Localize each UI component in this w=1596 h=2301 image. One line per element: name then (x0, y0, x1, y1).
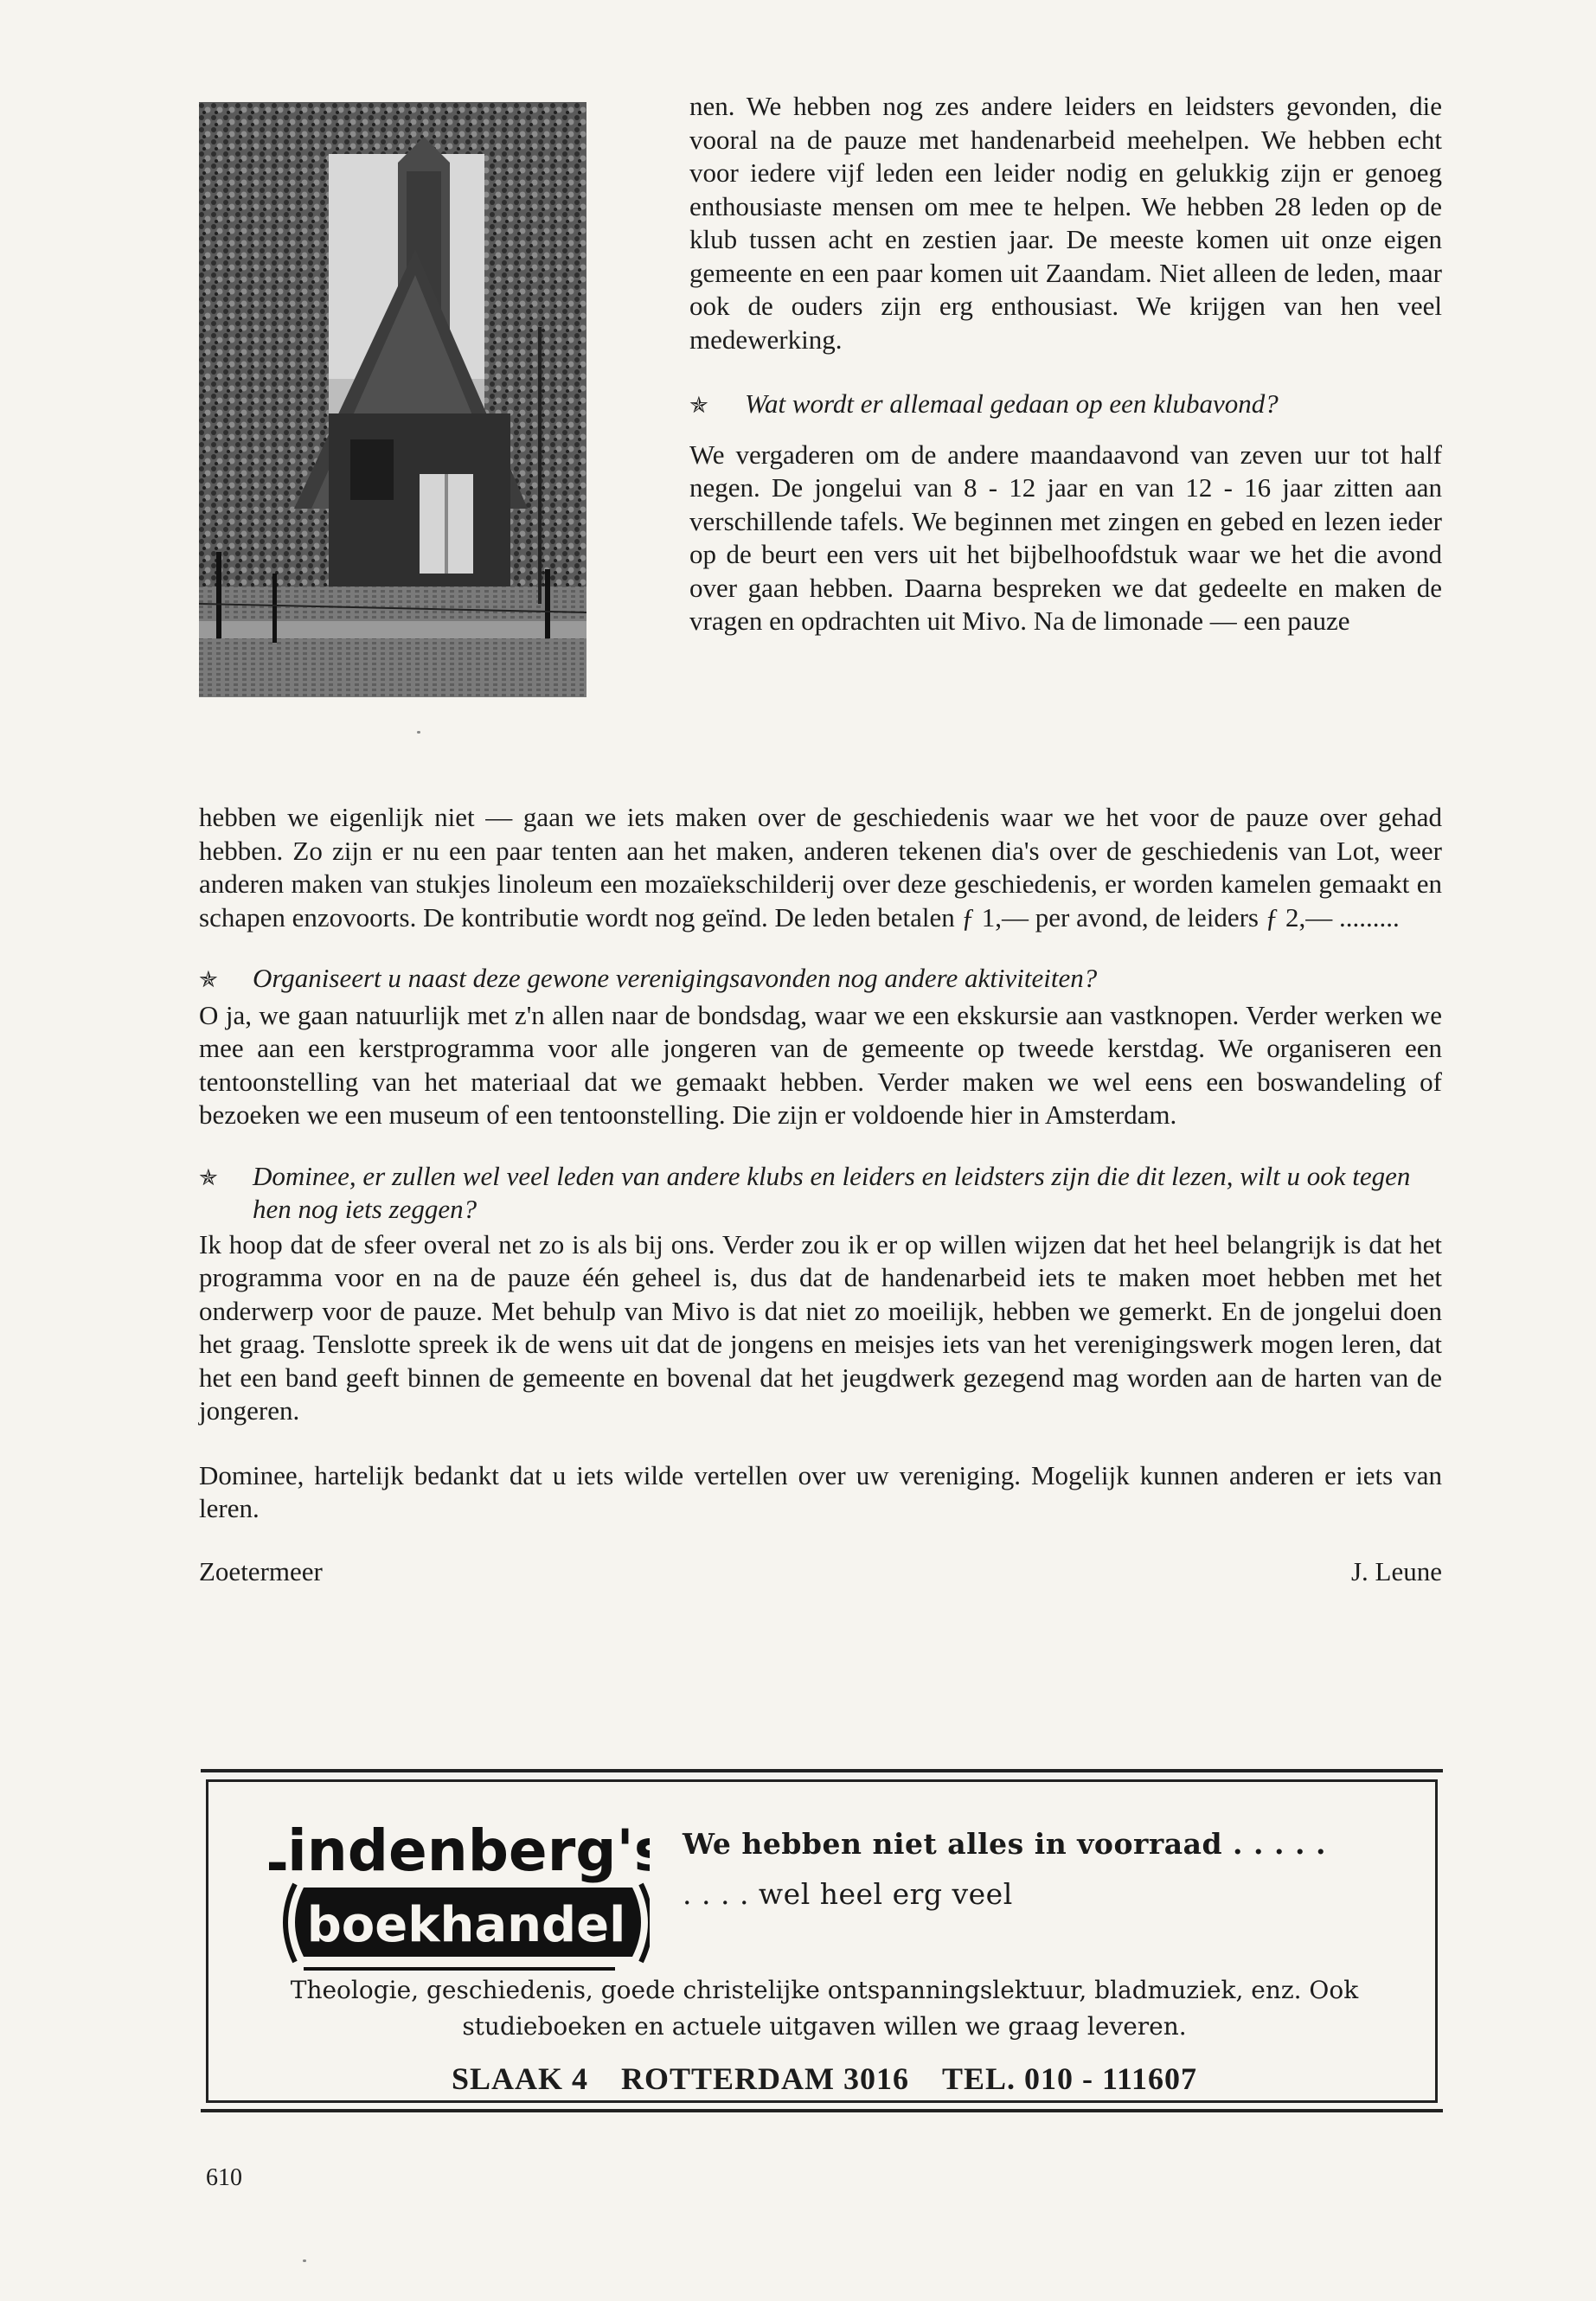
ad-street: SLAAK 4 (451, 2061, 588, 2096)
answer-continued: hebben we eigenlijk niet — gaan we iets maken over de geschiedenis waar we het voor de pauze over gehad hebben. Zo zijn er nu een paar tenten aan het maken, anderen tekenen dia's over de geschiedenis van Lot, weer anderen maken van stukjes linoleum een mozaïekschilderij over deze geschiedenis, er worden kamelen gemaakt en schapen enzovoorts. De kontributie wordt nog geïnd. De leden betalen ƒ 1,— per avond, de leiders ƒ 2,— ......... (199, 802, 1442, 933)
question-text: Organiseert u naast deze gewone verenigingsavonden nog andere aktiviteiten? (253, 963, 1098, 993)
ad-top-rule (201, 1769, 1443, 1772)
author-name: J. Leune (1350, 1555, 1442, 1586)
question-andere-klubs (199, 1160, 1442, 1227)
answer-andere-klubs: Ik hoop dat de sfeer overal net zo is als bij ons. Verder zou ik er op willen wijzen dat het heel belangrijk is dat het programma voor en na de pauze één geheel is, dus dat de handenarbeid iets te maken moet hebben met het onderwerp voor de pauze. Met behulp van Mivo is dat niet zo moeilijk, hebben we gemerkt. En de jongelui doen het graag. Tenslotte spreek ik de wens uit dat de jongens en meisjes iets van het verenigingswerk mogen leren, dat het een band geeft binnen de gemeente en bovenal dat het jeugdwerk gezegend mag worden aan de harten van de jongeren. (199, 1228, 1442, 1426)
ad-city: ROTTERDAM 3016 (620, 2061, 909, 2096)
intro-paragraph: nen. We hebben nog zes andere leiders en leidsters gevonden, die vooral na de pauze met handenarbeid meehelpen. We hebben echt voor iedere vijf leden een leider nodig en gelukkig zijn er genoeg enthousiaste mensen om mee te helpen. We hebben 28 leden op de klub tussen acht en zestien jaar. De meeste komen uit onze eigen gemeente en een paar komen uit Zaandam. Niet alleen de leden, maar ook de ouders zijn erg enthousiast. We krijgen van hen veel medewerking. (689, 91, 1442, 355)
ad-phone: TEL. 010 - 111607 (941, 2061, 1198, 2096)
star-icon: ✯ (199, 967, 218, 993)
church-photo (199, 102, 586, 697)
signature-line (199, 1555, 1442, 1589)
answer-klubavond: We vergaderen om de andere maandaavond van zeven uur tot half negen. De jongelui van 8 - 12 jaar en van 12 - 16 jaar zitten aan verschillende tafels. We beginnen met zingen en gebed en lezen ieder op de beurt een vers uit het bijbelhoofdstuk waar we het die avond over gaan hebben. Daarna bespreken we dat gedeelte en maken de vragen en opdrachten uit Mivo. Na de limonade — een pauze (689, 439, 1442, 636)
place-name: Zoetermeer (199, 1555, 323, 1586)
bookshop-logo-graphic (269, 1801, 650, 1974)
ad-address (243, 2061, 1406, 2097)
full-width-text (199, 801, 1442, 1588)
answer-aktiviteiten: O ja, we gaan natuurlijk met z'n allen naar de bondsdag, waar we een ekskursie aan vastknopen. Verder werken we mee aan een kerstprogramma voor alle jongeren van de gemeente op tweede kerstdag. We organiseren een tentoonstelling van het materiaal dat we gemaakt hebben. Verder maken we wel eens een boswandeling of bezoeken we een museum of een tentoonstelling. Die zijn er voldoende hier in Amsterdam. (199, 999, 1442, 1130)
ad-slogan-1: We hebben niet alles in voorraad . . . . . (683, 1827, 1326, 1861)
bookshop-logo (269, 1801, 650, 1974)
print-speck (303, 2259, 306, 2262)
ad-description: Theologie, geschiedenis, goede christelijke ontspanningslektuur, bladmuziek, enz. Ook studieboeken en actuele uitgaven willen we graag leveren. (290, 1976, 1359, 2041)
question-text: Dominee, er zullen wel veel leden van andere klubs en leiders en leidsters zijn die dit lezen, wilt u ook tegen hen nog iets zeggen? (253, 1160, 1411, 1224)
bookshop-advertisement (206, 1779, 1438, 2103)
question-aktiviteiten (199, 962, 1442, 997)
print-speck (417, 731, 420, 734)
question-text: Wat wordt er allemaal gedaan op een klubavond? (745, 388, 1279, 419)
closing-paragraph: Dominee, hartelijk bedankt dat u iets wilde vertellen over uw vereniging. Mogelijk kunnen anderen er iets van leren. (199, 1459, 1442, 1523)
logo-line-1: Lindenberg's (269, 1817, 650, 1884)
ad-bottom-rule (201, 2109, 1443, 2112)
star-icon: ✯ (689, 393, 708, 419)
ad-slogan-2: . . . . wel heel erg veel (683, 1877, 1013, 1911)
logo-line-2: boekhandel (306, 1897, 626, 1953)
page-number: 610 (206, 2164, 242, 2191)
church-photo-image (199, 102, 586, 697)
question-klubavond (689, 388, 1442, 423)
star-icon: ✯ (199, 1164, 218, 1191)
right-text-column (689, 90, 1442, 638)
